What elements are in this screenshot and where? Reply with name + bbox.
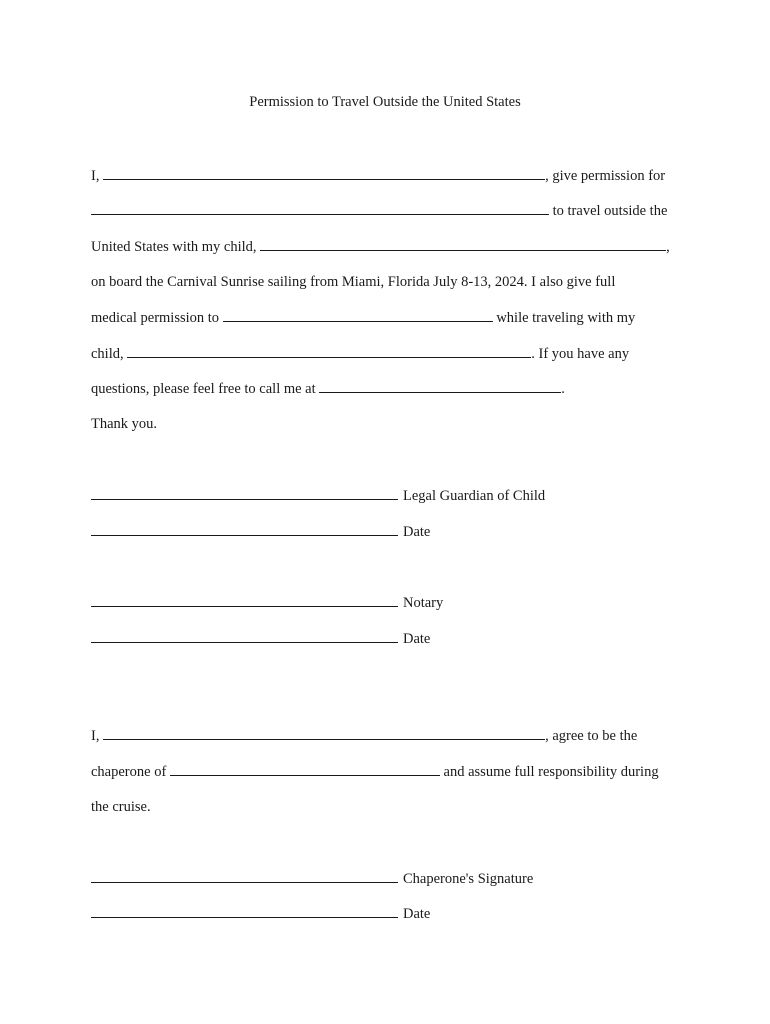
text: I, (91, 168, 100, 184)
guardian-date-row (91, 522, 430, 540)
paragraph2-line3: the cruise. (91, 799, 151, 815)
paragraph1-line6 (91, 344, 691, 362)
notary-date-line[interactable] (91, 629, 398, 643)
text: . (561, 381, 565, 397)
legal-guardian-signature-line[interactable] (91, 486, 398, 500)
text: while traveling with my (496, 310, 636, 326)
paragraph1-line3 (91, 237, 691, 255)
text: and assume full responsibility during (443, 764, 659, 780)
paragraph1-line5 (91, 308, 691, 326)
signature-label: Date (403, 631, 431, 647)
chaperone-date-row (91, 904, 430, 922)
text: to travel outside the (552, 203, 668, 219)
paragraph1-line8: Thank you. (91, 416, 158, 432)
text: chaperone of (91, 764, 167, 780)
text: questions, please feel free to call me at (91, 381, 316, 397)
guardian-date-line[interactable] (91, 522, 398, 536)
notary-signature-line[interactable] (91, 593, 398, 607)
signature-label: Date (403, 524, 431, 540)
legal-guardian-signature-row (91, 486, 545, 504)
text: , agree to be the (545, 728, 638, 744)
chaperone-signature-row (91, 869, 533, 887)
child-name-blank-3[interactable] (170, 762, 440, 776)
chaperone-name-blank[interactable] (91, 201, 549, 215)
signature-label: Notary (403, 595, 444, 611)
signature-label: Date (403, 906, 431, 922)
notary-date-row (91, 629, 430, 647)
paragraph1-line4: on board the Carnival Sunrise sailing from Miami, Florida July 8-13, 2024. I also give full (91, 274, 616, 290)
text: , give permission for (545, 168, 666, 184)
text: United States with my child, (91, 239, 257, 255)
phone-number-blank[interactable] (319, 379, 561, 393)
child-name-blank[interactable] (260, 237, 666, 251)
document-title: Permission to Travel Outside the United States (249, 94, 521, 110)
chaperone-date-line[interactable] (91, 904, 398, 918)
chaperone-signature-line[interactable] (91, 869, 398, 883)
paragraph2-line1 (91, 726, 691, 744)
paragraph2-line2 (91, 762, 691, 780)
child-name-blank-2[interactable] (127, 344, 531, 358)
text: , (666, 239, 670, 255)
paragraph1-line1 (91, 166, 691, 184)
text: I, (91, 728, 100, 744)
paragraph1-line2 (91, 201, 691, 219)
text: . If you have any (531, 346, 630, 362)
paragraph1-line7 (91, 379, 691, 397)
notary-signature-row (91, 593, 443, 611)
text: child, (91, 346, 124, 362)
guardian-name-blank[interactable] (103, 166, 545, 180)
signature-label: Legal Guardian of Child (403, 488, 546, 504)
chaperone-name-blank-2[interactable] (103, 726, 545, 740)
medical-permission-name-blank[interactable] (223, 308, 493, 322)
text: medical permission to (91, 310, 220, 326)
signature-label: Chaperone's Signature (403, 871, 534, 887)
